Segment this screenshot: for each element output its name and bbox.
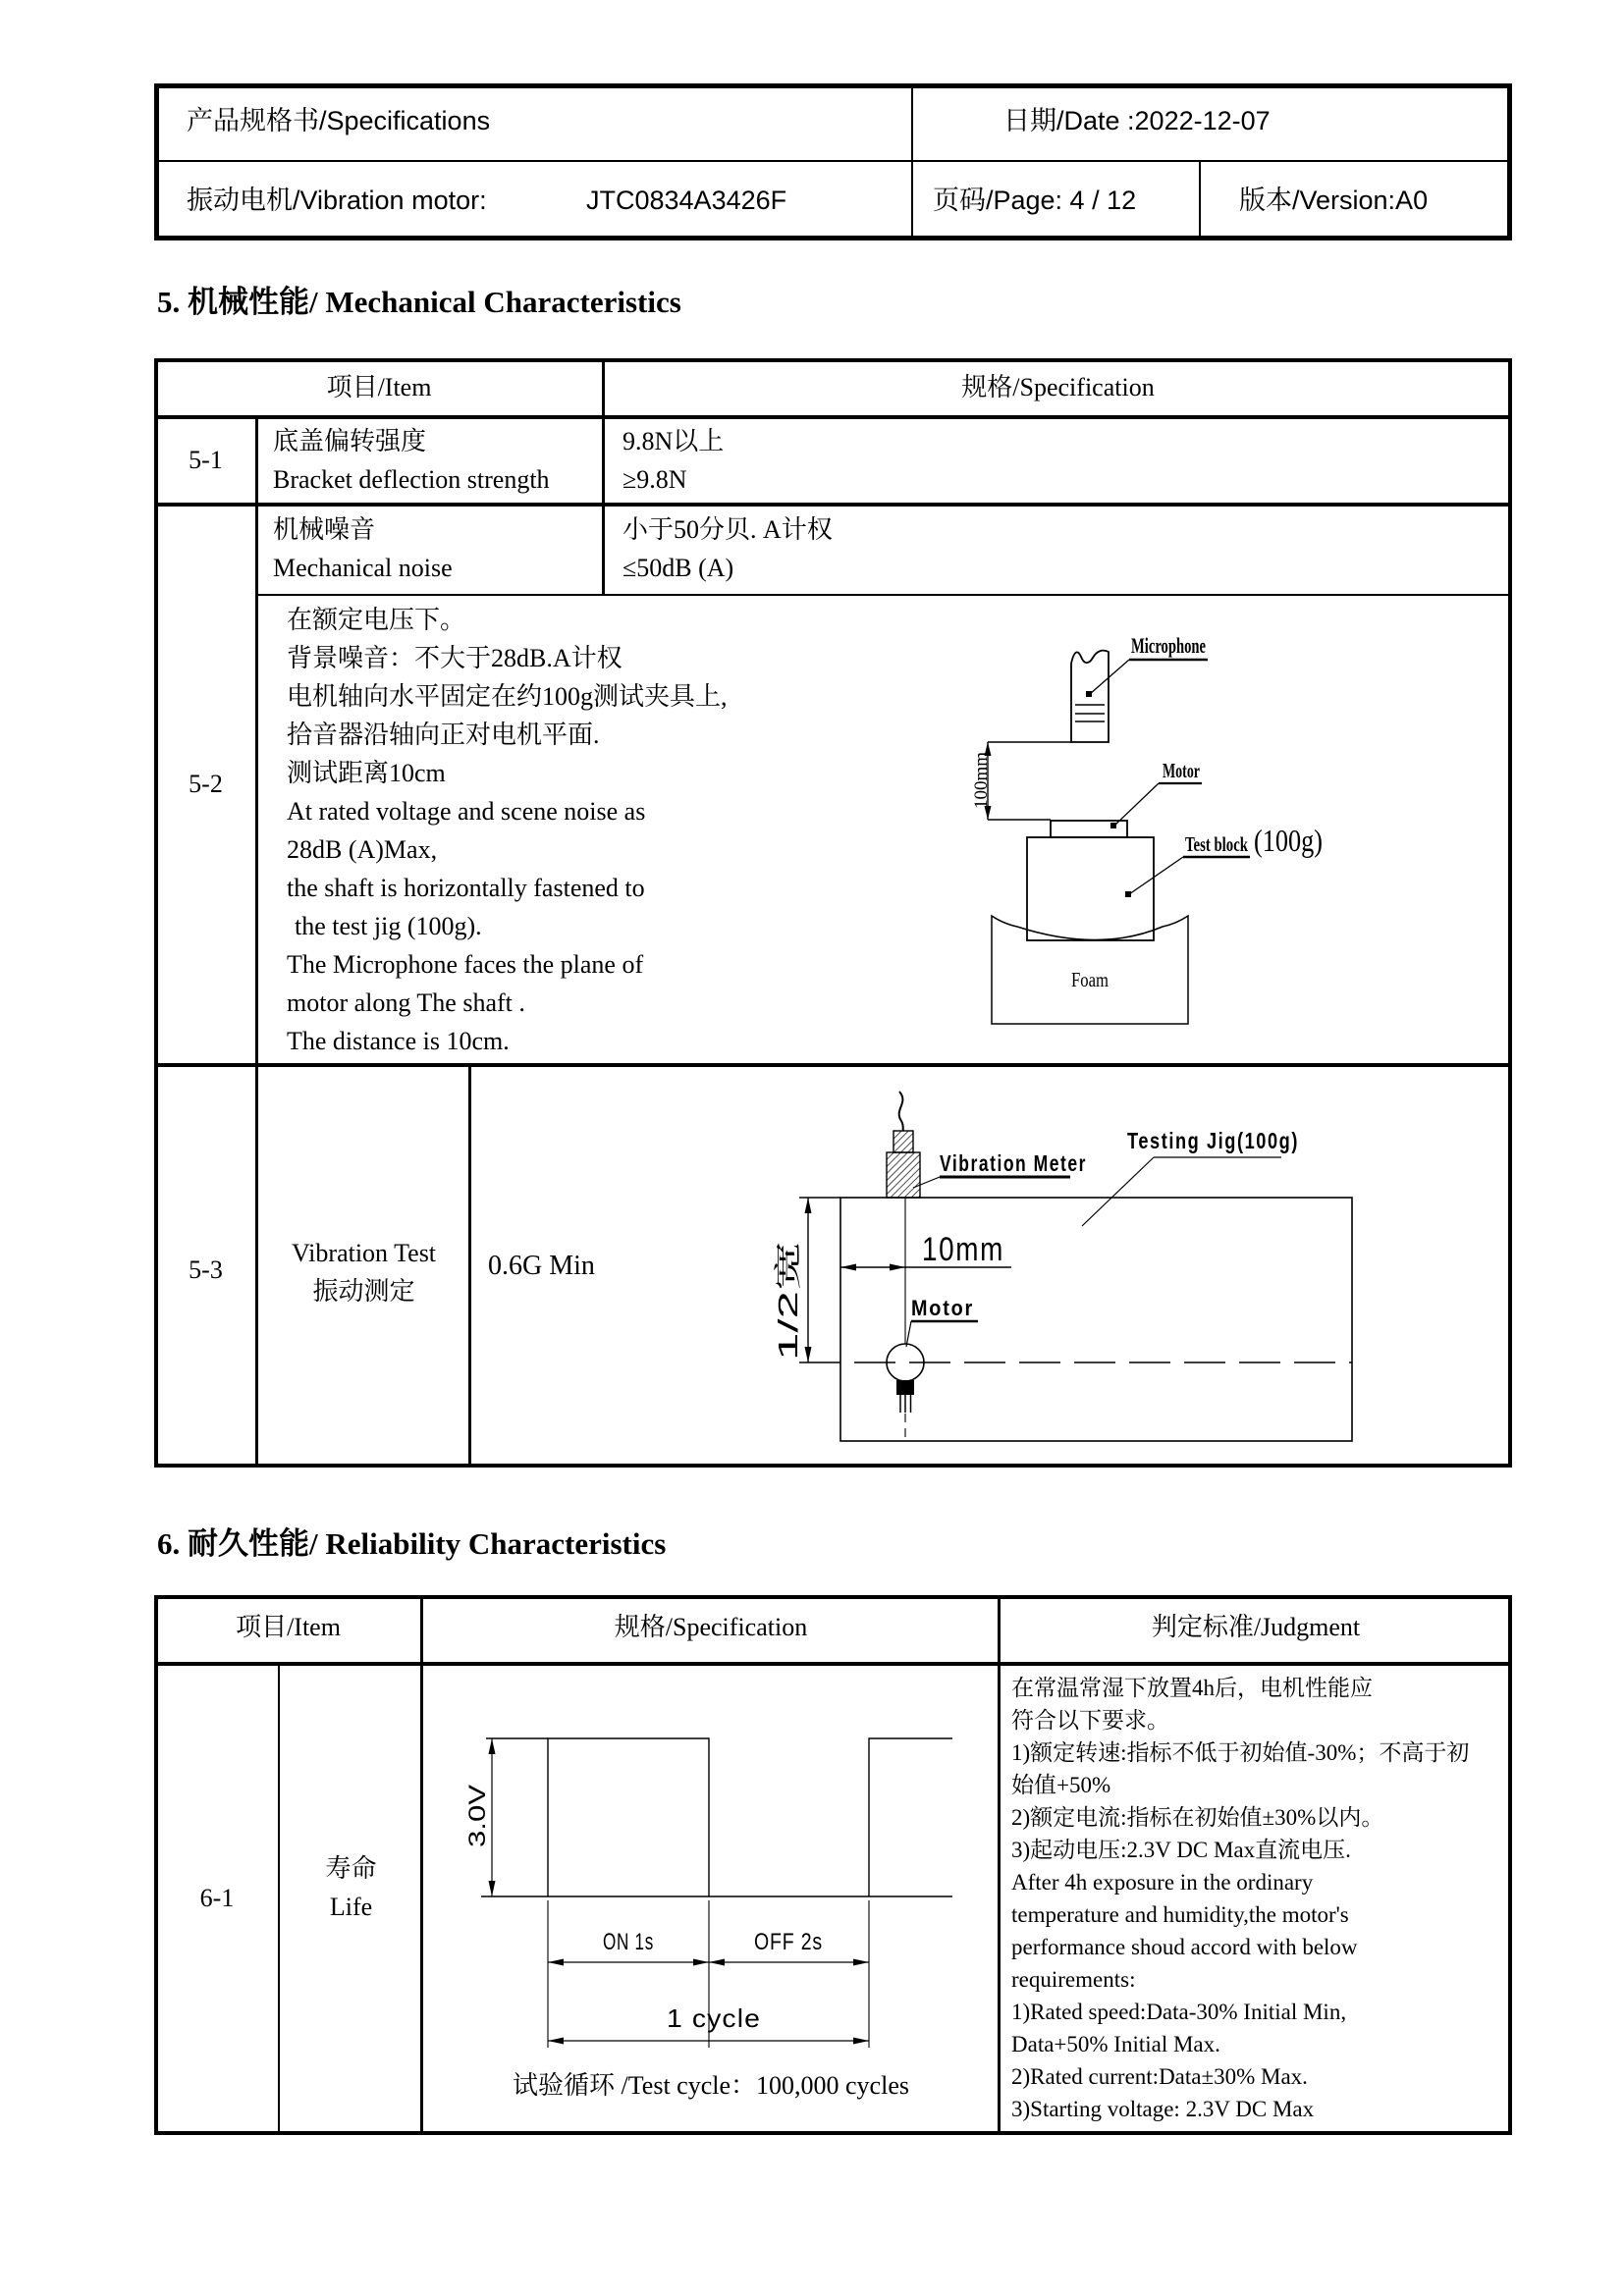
noise-spec-cn: 小于50分贝. A计权 bbox=[623, 515, 833, 544]
judgment-line: 3)起动电压:2.3V DC Max直流电压. bbox=[1011, 1838, 1351, 1862]
section6-title: 6. 耐久性能/ Reliability Characteristics bbox=[157, 1526, 667, 1561]
motor-label: Motor bbox=[1163, 759, 1200, 782]
desc-line: 拾音器沿轴向正对电机平面. bbox=[287, 721, 600, 749]
vibration-meter-leader bbox=[913, 1177, 1070, 1188]
row53-spec: 0.6G Min bbox=[488, 1251, 595, 1281]
t2-col-spec: 规格/Specification bbox=[614, 1613, 808, 1641]
cycle-label: 1 cycle bbox=[667, 2003, 761, 2033]
test-block-weight: (100g) bbox=[1254, 823, 1323, 858]
on-time-label: ON 1s bbox=[603, 1929, 654, 1955]
desc-line: the test jig (100g). bbox=[295, 912, 482, 940]
motor-label: Motor bbox=[911, 1296, 974, 1320]
judgment-line: 2)Rated current:Data±30% Max. bbox=[1011, 2064, 1308, 2089]
noise-item-en: Mechanical noise bbox=[273, 554, 453, 582]
desc-line: The distance is 10cm. bbox=[287, 1027, 510, 1055]
row61-item-cn: 寿命 bbox=[325, 1854, 377, 1883]
waveform-trace bbox=[481, 1738, 952, 1896]
vibration-meter-label: Vibration Meter bbox=[940, 1150, 1087, 1176]
row53-no: 5-3 bbox=[189, 1255, 223, 1284]
t1-hline-noise bbox=[257, 594, 1508, 596]
row61-item-en: Life bbox=[329, 1893, 373, 1921]
offset-dimension-label: 10mm bbox=[922, 1231, 1004, 1268]
row53-item-cn: 振动测定 bbox=[312, 1277, 415, 1306]
doc-version: 版本/Version:A0 bbox=[1239, 186, 1429, 215]
motor-leader bbox=[906, 1321, 978, 1347]
judgment-line: 2)额定电流:指标在初始值±30%以内。 bbox=[1011, 1805, 1384, 1830]
judgment-line: 1)额定转速:指标不低于初始值-30%；不高于初 bbox=[1011, 1740, 1470, 1765]
t2-col-item: 项目/Item bbox=[236, 1613, 341, 1641]
off-time-label: OFF 2s bbox=[754, 1929, 823, 1955]
testing-jig-leader bbox=[1082, 1157, 1281, 1226]
t2-hline-header bbox=[158, 1662, 1508, 1666]
judgment-line: 1)Rated speed:Data-30% Initial Min, bbox=[1011, 2000, 1347, 2024]
noise-test-diagram bbox=[943, 609, 1414, 1060]
judgment-line: temperature and humidity,the motor's bbox=[1011, 1902, 1349, 1927]
foam-label: Foam bbox=[1071, 968, 1109, 991]
desc-line: the shaft is horizontally fastened to bbox=[287, 874, 645, 902]
judgment-line: 符合以下要求。 bbox=[1011, 1708, 1169, 1733]
desc-line: 28dB (A)Max, bbox=[287, 835, 438, 864]
doc-date: 日期/Date :2022-12-07 bbox=[1003, 106, 1271, 135]
noise-spec-en: ≤50dB (A) bbox=[623, 554, 734, 582]
product-label: 振动电机/Vibration motor: bbox=[187, 186, 487, 215]
judgment-line: Data+50% Initial Max. bbox=[1011, 2032, 1220, 2056]
row61-no: 6-1 bbox=[199, 1884, 235, 1912]
judgment-line: performance shoud accord with below bbox=[1011, 1935, 1358, 1959]
distance-dimension bbox=[985, 742, 1072, 820]
half-width-label: 1/2宽 bbox=[773, 1295, 803, 1361]
t1-col-spec: 规格/Specification bbox=[961, 373, 1155, 401]
noise-item-cn: 机械噪音 bbox=[273, 515, 376, 544]
desc-line: 电机轴向水平固定在约100g测试夹具上, bbox=[287, 682, 728, 711]
row51-spec-en: ≥9.8N bbox=[623, 465, 687, 494]
test-cycle-caption: 试验循环 /Test cycle：100,000 cycles bbox=[513, 2071, 909, 2100]
half-width-dimension bbox=[799, 1198, 840, 1362]
desc-line: At rated voltage and scene noise as bbox=[287, 797, 646, 826]
motor-leader bbox=[1110, 783, 1202, 828]
desc-line: 测试距离10cm bbox=[287, 759, 446, 787]
judgment-line: 3)Starting voltage: 2.3V DC Max bbox=[1011, 2097, 1315, 2121]
row61-judgment bbox=[1011, 1672, 1469, 2125]
judgment-line: 在常温常湿下放置4h后，电机性能应 bbox=[1011, 1676, 1373, 1700]
t1-col-item: 项目/Item bbox=[326, 373, 432, 401]
row51-spec-cn: 9.8N以上 bbox=[623, 427, 725, 455]
t2-col-judgment: 判定标准/Judgment bbox=[1151, 1613, 1361, 1641]
row51-no: 5-1 bbox=[189, 446, 223, 474]
row51-item-en: Bracket deflection strength bbox=[273, 465, 550, 494]
row52-description bbox=[287, 601, 728, 1060]
judgment-line: requirements: bbox=[1011, 1967, 1136, 1992]
row53-item-en: Vibration Test bbox=[291, 1239, 437, 1267]
test-block-leader bbox=[1125, 857, 1250, 897]
doc-title: 产品规格书/Specifications bbox=[187, 106, 491, 135]
desc-line: The Microphone faces the plane of bbox=[287, 950, 644, 979]
t1-hline-r52 bbox=[158, 1063, 1508, 1067]
t1-hline-header bbox=[158, 415, 1508, 419]
judgment-line: After 4h exposure in the ordinary bbox=[1011, 1870, 1314, 1895]
desc-line: 背景噪音：不大于28dB.A计权 bbox=[287, 644, 623, 672]
motor-icon bbox=[887, 1344, 924, 1413]
vibration-sensor-icon bbox=[887, 1092, 920, 1198]
t2-vline-spec-col bbox=[998, 1599, 1001, 2131]
t1-hline-r51 bbox=[158, 503, 1508, 507]
desc-line: 在额定电压下。 bbox=[287, 606, 466, 634]
desc-line: motor along The shaft . bbox=[287, 988, 525, 1017]
microphone-label: Microphone bbox=[1131, 633, 1207, 658]
voltage-label: 3.0V bbox=[464, 1798, 491, 1847]
judgment-line: 始值+50% bbox=[1011, 1773, 1111, 1797]
life-test-waveform bbox=[432, 1688, 982, 2061]
t1-vline-no-col bbox=[255, 417, 258, 1464]
microphone-leader bbox=[1086, 660, 1208, 697]
header-col-divider-1 bbox=[911, 88, 913, 236]
distance-label: 100mm bbox=[971, 751, 992, 809]
header-row-divider bbox=[159, 160, 1507, 162]
section5-title: 5. 机械性能/ Mechanical Characteristics bbox=[157, 285, 681, 319]
header-col-divider-2 bbox=[1199, 162, 1201, 236]
testing-jig-label: Testing Jig(100g) bbox=[1127, 1128, 1299, 1153]
row52-no: 5-2 bbox=[189, 770, 223, 798]
test-block-shape bbox=[1027, 837, 1154, 940]
test-block-label: Test block bbox=[1185, 832, 1249, 856]
page-number: 页码/Page: 4 / 12 bbox=[933, 186, 1137, 215]
product-model: JTC0834A3426F bbox=[586, 186, 787, 215]
row51-item-cn: 底盖偏转强度 bbox=[273, 427, 427, 455]
vibration-test-diagram bbox=[773, 1080, 1414, 1472]
